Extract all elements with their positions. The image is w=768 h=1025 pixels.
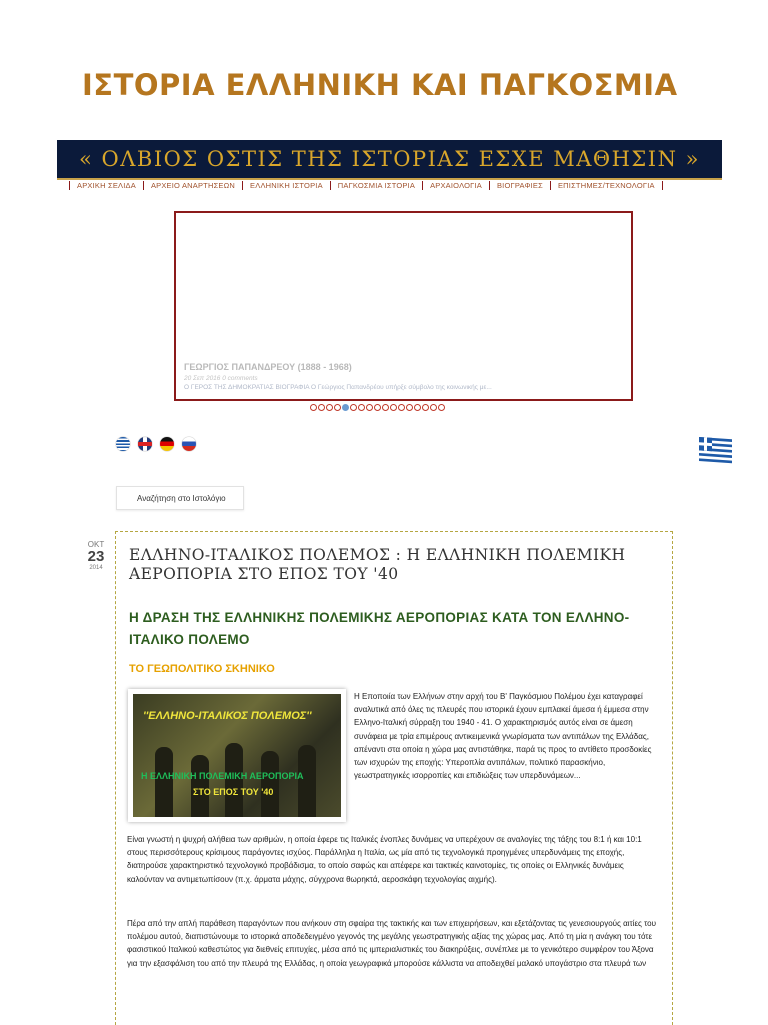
post-date-day: 23 <box>87 548 105 565</box>
english-flag-icon[interactable] <box>138 437 152 451</box>
slider-dot[interactable] <box>422 404 429 411</box>
slider-dot[interactable] <box>374 404 381 411</box>
post-paragraph: Πέρα από την απλή παράθεση παραγόντων που ανήκουν στη σφαίρα της τακτικής και των επιχειρήσεων, και εξετάζοντας τις γενεσιουργούς αιτίες του πολέμου αυτού, διαπιστώνουμε το ιστορικά αποδεδειγμένο γεγονός της μεγάλης γεωστρατηγικής αξίας της χώρας μας. Από τη μία η ανάγκη του τότε φασιστικού Ιταλικού καθεστώτος για διεθνείς επιτυχίες, μέσα από τις ιμπεριαλιστικές του διακηρύξεις, συνέπλεε με το γενικότερο συμφέρον του Άξονα για την εξασφάλιση του από την πλευρά της Ελλάδας, η οποία γεωγραφικά μπορούσε κάλλιστα να αποδειχθεί μαλακό υπογάστριο στα πλευρά των <box>127 919 656 968</box>
post-subtitle: Η ΔΡΑΣΗ ΤΗΣ ΕΛΛΗΝΙΚΗΣ ΠΟΛΕΜΙΚΗΣ ΑΕΡΟΠΟΡΙΑΣ ΚΑΤΑ ΤΟΝ ΕΛΛΗΝΟ-ΙΤΑΛΙΚΟ ΠΟΛΕΜΟ <box>129 610 630 647</box>
post-date-year: 2014 <box>89 565 103 571</box>
nav-item-biographies[interactable]: ΒΙΟΓΡΑΦΙΕΣ <box>496 181 543 190</box>
image-caption-subtitle: Η ΕΛΛΗΝΙΚΗ ΠΟΛΕΜΙΚΗ ΑΕΡΟΠΟΡΙΑ <box>141 771 304 781</box>
slider-dot[interactable] <box>390 404 397 411</box>
nav-separator <box>69 181 70 190</box>
post-date <box>84 540 108 571</box>
nav-separator <box>330 181 331 190</box>
nav-item-archaeology[interactable]: ΑΡΧΑΙΟΛΟΓΙΑ <box>430 181 482 190</box>
featured-slider[interactable] <box>174 211 633 401</box>
slide-meta: 20 Σεπ 2016 0 comments <box>184 375 258 382</box>
nav-item-world-history[interactable]: ΠΑΓΚΟΣΜΙΑ ΙΣΤΟΡΙΑ <box>337 181 416 190</box>
main-navigation <box>62 181 670 190</box>
slider-dot[interactable] <box>414 404 421 411</box>
search-input[interactable]: Αναζήτηση στο Ιστολόγιο <box>116 486 244 510</box>
slider-dot[interactable] <box>438 404 445 411</box>
site-title[interactable]: ΙΣΤΟΡΙΑ ΕΛΛΗΝΙΚΗ ΚΑΙ ΠΑΓΚΟΣΜΙΑ <box>82 68 678 102</box>
blog-post <box>115 531 673 1025</box>
nav-separator <box>489 181 490 190</box>
slider-dot[interactable] <box>382 404 389 411</box>
slider-dot[interactable] <box>358 404 365 411</box>
slider-pagination <box>310 404 445 411</box>
nav-separator <box>242 181 243 190</box>
nav-separator <box>662 181 663 190</box>
post-title[interactable]: ΕΛΛΗΝΟ-ΙΤΑΛΙΚΟΣ ΠΟΛΕΜΟΣ : Η ΕΛΛΗΝΙΚΗ ΠΟΛΕΜΙΚΗ ΑΕΡΟΠΟΡΙΑ ΣΤΟ ΕΠΟΣ ΤΟΥ '40 <box>129 546 626 583</box>
greek-flag-icon <box>699 437 732 465</box>
slider-dot[interactable] <box>326 404 333 411</box>
nav-separator <box>422 181 423 190</box>
slider-dot[interactable] <box>366 404 373 411</box>
slider-dot[interactable] <box>350 404 357 411</box>
post-intro: Η Εποποιία των Ελλήνων στην αρχή του Β' Παγκόσμιου Πολέμου έχει καταγραφεί αναλυτικά από όλες τις πλευρές που ιστορικά έχουν εμπλακεί άμεσα ή έμμεσα στην Ελληνο-Ιταλική σύρραξη του 1940 - 41. Ο χαρακτηρισμός αυτός είναι σε άμεση συνάφεια με τρία επιμέρους αντικειμενικά γνωρίσματα των αντιπάλων της Ελλάδας, απέναντι στα οποία η χώρα μας αντιστάθηκε, παρά τις προς το αντίθετο προσδοκίες των ισχυρών της εποχής: Υπεροπλία αντιπάλων, πολιτικό παρασκήνιο, γεωστρατηγικές ισορροπίες και επιδιώξεις των υπερδυνάμεων... <box>354 692 652 781</box>
nav-item-greek-history[interactable]: ΕΛΛΗΝΙΚΗ ΙΣΤΟΡΙΑ <box>250 181 323 190</box>
header-banner <box>57 140 722 180</box>
slider-dot[interactable] <box>342 404 349 411</box>
slide-title[interactable]: ΓΕΩΡΓΙΟΣ ΠΑΠΑΝΔΡΕΟΥ (1888 - 1968) <box>184 362 352 372</box>
post-image[interactable] <box>128 689 346 822</box>
russian-flag-icon[interactable] <box>182 437 196 451</box>
banner-motto: « ΟΛΒΙΟΣ ΟΣΤΙΣ ΤΗΣ ΙΣΤΟΡΙΑΣ ΕΣΧΕ ΜΑΘΗΣΙΝ » <box>79 147 700 171</box>
slider-dot[interactable] <box>406 404 413 411</box>
greek-flag-icon[interactable] <box>116 437 130 451</box>
slider-dot[interactable] <box>430 404 437 411</box>
nav-separator <box>143 181 144 190</box>
post-date-month: ΟΚΤ <box>87 540 105 549</box>
slider-dot[interactable] <box>318 404 325 411</box>
slide-excerpt: Ο ΓΕΡΟΣ ΤΗΣ ΔΗΜΟΚΡΑΤΙΑΣ ΒΙΟΓΡΑΦΙΑ Ο Γεώργιος Παπανδρέου υπήρξε σύμβολο της κοινωνικής με... <box>184 384 492 391</box>
image-caption-title: ''ΕΛΛΗΝΟ-ΙΤΑΛΙΚΟΣ ΠΟΛΕΜΟΣ'' <box>143 710 312 722</box>
slider-dot[interactable] <box>398 404 405 411</box>
slider-dot[interactable] <box>334 404 341 411</box>
post-image-artwork <box>133 694 341 817</box>
language-selector <box>116 437 196 451</box>
post-paragraph: Είναι γνωστή η ψυχρή αλήθεια των αριθμών, η οποία έφερε τις Ιταλικές ένοπλες δυνάμεις να υπερέχουν σε αναλογίες της τάξης του 8:1 ή και 10:1 στους περισσότερους κρίσιμους παράγοντες ισχύος. Παράλληλα η Ιταλία, ως μία από τις τεχνολογικά προηγμένες υπερδυνάμεις της εποχής, διατηρούσε χαρακτηριστικό τεχνολογικό προβάδισμα, το οποίο σαφώς και απέφερε και τακτικές καινοτομίες, τις οποίες οι Ελληνικές δυνάμεις καλούνταν να αντιμετωπίσουν (π.χ. άρματα μάχης, σύγχρονα θωρηκτά, αεροσκάφη τεχνολογίας αιχμής). <box>127 835 642 884</box>
slider-dot[interactable] <box>310 404 317 411</box>
german-flag-icon[interactable] <box>160 437 174 451</box>
nav-separator <box>550 181 551 190</box>
image-caption-epos: ΣΤΟ ΕΠΟΣ ΤΟΥ '40 <box>193 787 274 797</box>
nav-item-home[interactable]: ΑΡΧΙΚΗ ΣΕΛΙΔΑ <box>77 181 136 190</box>
nav-item-archive[interactable]: ΑΡΧΕΙΟ ΑΝΑΡΤΗΣΕΩΝ <box>150 181 236 190</box>
section-heading: ΤΟ ΓΕΩΠΟΛΙΤΙΚΟ ΣΚΗΝΙΚΟ <box>129 663 275 675</box>
nav-item-science-technology[interactable]: ΕΠΙΣΤΗΜΕΣ/ΤΕΧΝΟΛΟΓΙΑ <box>557 181 655 190</box>
